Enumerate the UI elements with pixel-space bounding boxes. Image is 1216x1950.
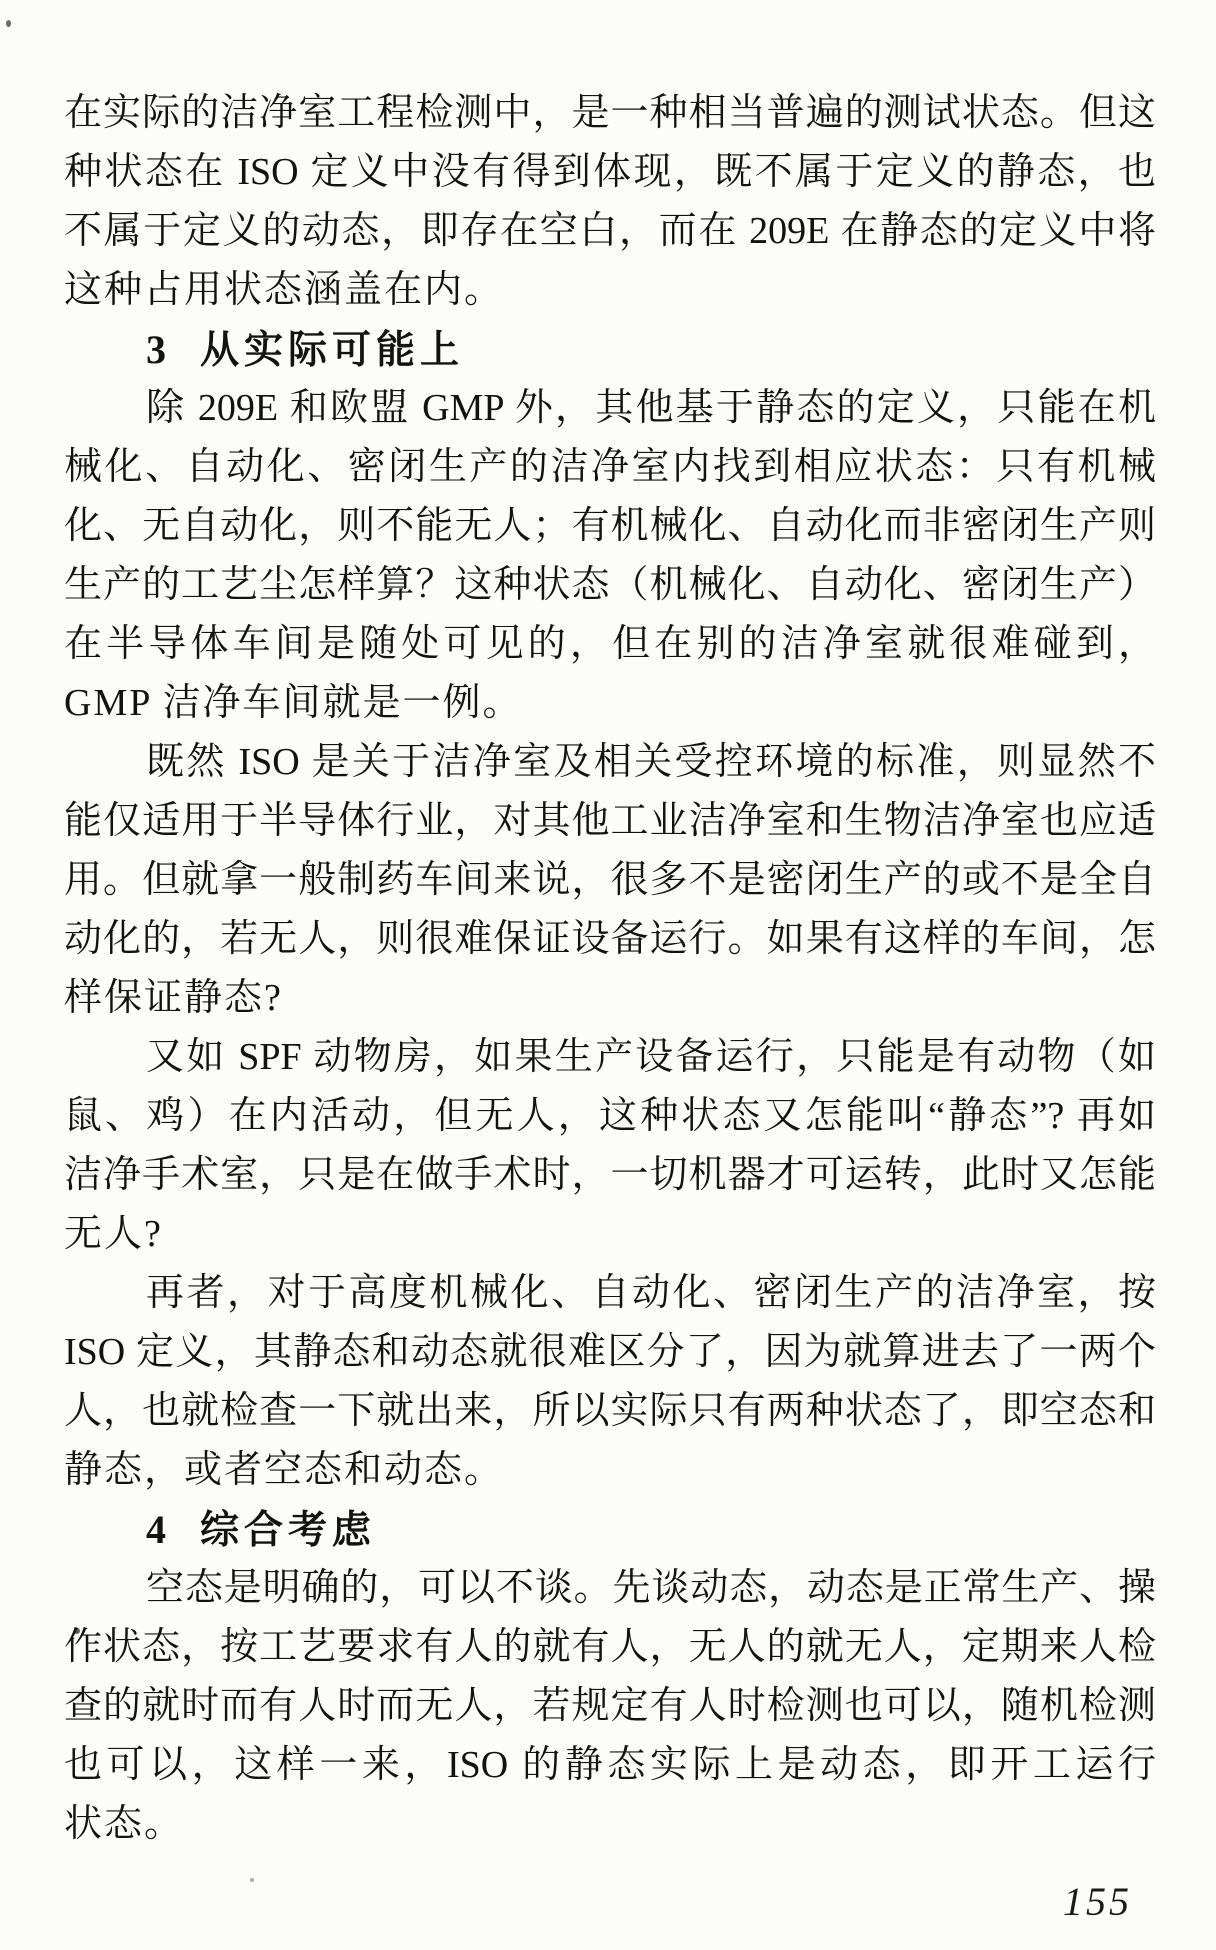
text-line: 静态，或者空态和动态。: [64, 1449, 505, 1491]
text-line: 械化、自动化、密闭生产的洁净室内找到相应状态：只有机械: [64, 446, 1156, 488]
text-line: 再者，对于高度机械化、自动化、密闭生产的洁净室，按: [146, 1272, 1156, 1314]
text-line: 能仅适用于半导体行业，对其他工业洁净室和生物洁净室也应适: [64, 800, 1156, 842]
section-title: 从实际可能上: [200, 329, 465, 372]
text-line: GMP 洁净车间就是一例。: [64, 682, 523, 724]
text-line: 在实际的洁净室工程检测中，是一种相当普遍的测试状态。但这: [64, 92, 1156, 134]
text-line: 又如 SPF 动物房，如果生产设备运行，只能是有动物（如: [146, 1036, 1156, 1078]
section-heading-4: [64, 1500, 1156, 1559]
text-line: 动化的，若无人，则很难保证设备运行。如果有这样的车间，怎: [64, 918, 1156, 960]
text-line: 查的就时而有人时而无人，若规定有人时检测也可以，随机检测: [64, 1685, 1156, 1727]
text-line: 生产的工艺尘怎样算？这种状态（机械化、自动化、密闭生产）: [64, 564, 1156, 606]
section-number: 4: [146, 1507, 166, 1552]
text-line: 洁净手术室，只是在做手术时，一切机器才可运转，此时又怎能: [64, 1154, 1156, 1196]
section-heading-3: [64, 320, 1156, 379]
section-number: 3: [146, 327, 166, 372]
text-line: 种状态在 ISO 定义中没有得到体现，既不属于定义的静态，也: [64, 151, 1156, 193]
text-line: 不属于定义的动态，即存在空白，而在 209E 在静态的定义中将: [64, 210, 1156, 252]
text-line: 在半导体车间是随处可见的，但在别的洁净室就很难碰到，: [64, 623, 1156, 665]
text-line: 无人?: [64, 1213, 163, 1255]
text-line: 除 209E 和欧盟 GMP 外，其他基于静态的定义，只能在机: [146, 387, 1156, 429]
scan-speck: [250, 1878, 254, 1882]
text-line: 人，也就检查一下就出来，所以实际只有两种状态了，即空态和: [64, 1390, 1156, 1432]
text-line: ISO 定义，其静态和动态就很难区分了，因为就算进去了一两个: [64, 1331, 1156, 1373]
text-line: 也可以，这样一来，ISO 的静态实际上是动态，即开工运行: [64, 1744, 1156, 1786]
text-line: 鼠、鸡）在内活动，但无人，这种状态又怎能叫“静态”? 再如: [64, 1095, 1156, 1137]
text-line: 作状态，按工艺要求有人的就有人，无人的就无人，定期来人检: [64, 1626, 1156, 1668]
page-number: 155: [1063, 1879, 1132, 1924]
text-line: 这种占用状态涵盖在内。: [64, 269, 505, 311]
text-line: 空态是明确的，可以不谈。先谈动态，动态是正常生产、操: [146, 1567, 1156, 1609]
text-line: 既然 ISO 是关于洁净室及相关受控环境的标准，则显然不: [146, 741, 1156, 783]
text-line: 化、无自动化，则不能无人；有机械化、自动化而非密闭生产则: [64, 505, 1156, 547]
text-line: 用。但就拿一般制药车间来说，很多不是密闭生产的或不是全自: [64, 859, 1156, 901]
text-line: 样保证静态?: [64, 977, 283, 1019]
scan-speck: [6, 20, 11, 27]
text-line: 状态。: [64, 1803, 185, 1845]
text-block: [64, 84, 1156, 1854]
section-title: 综合考虑: [200, 1509, 377, 1552]
